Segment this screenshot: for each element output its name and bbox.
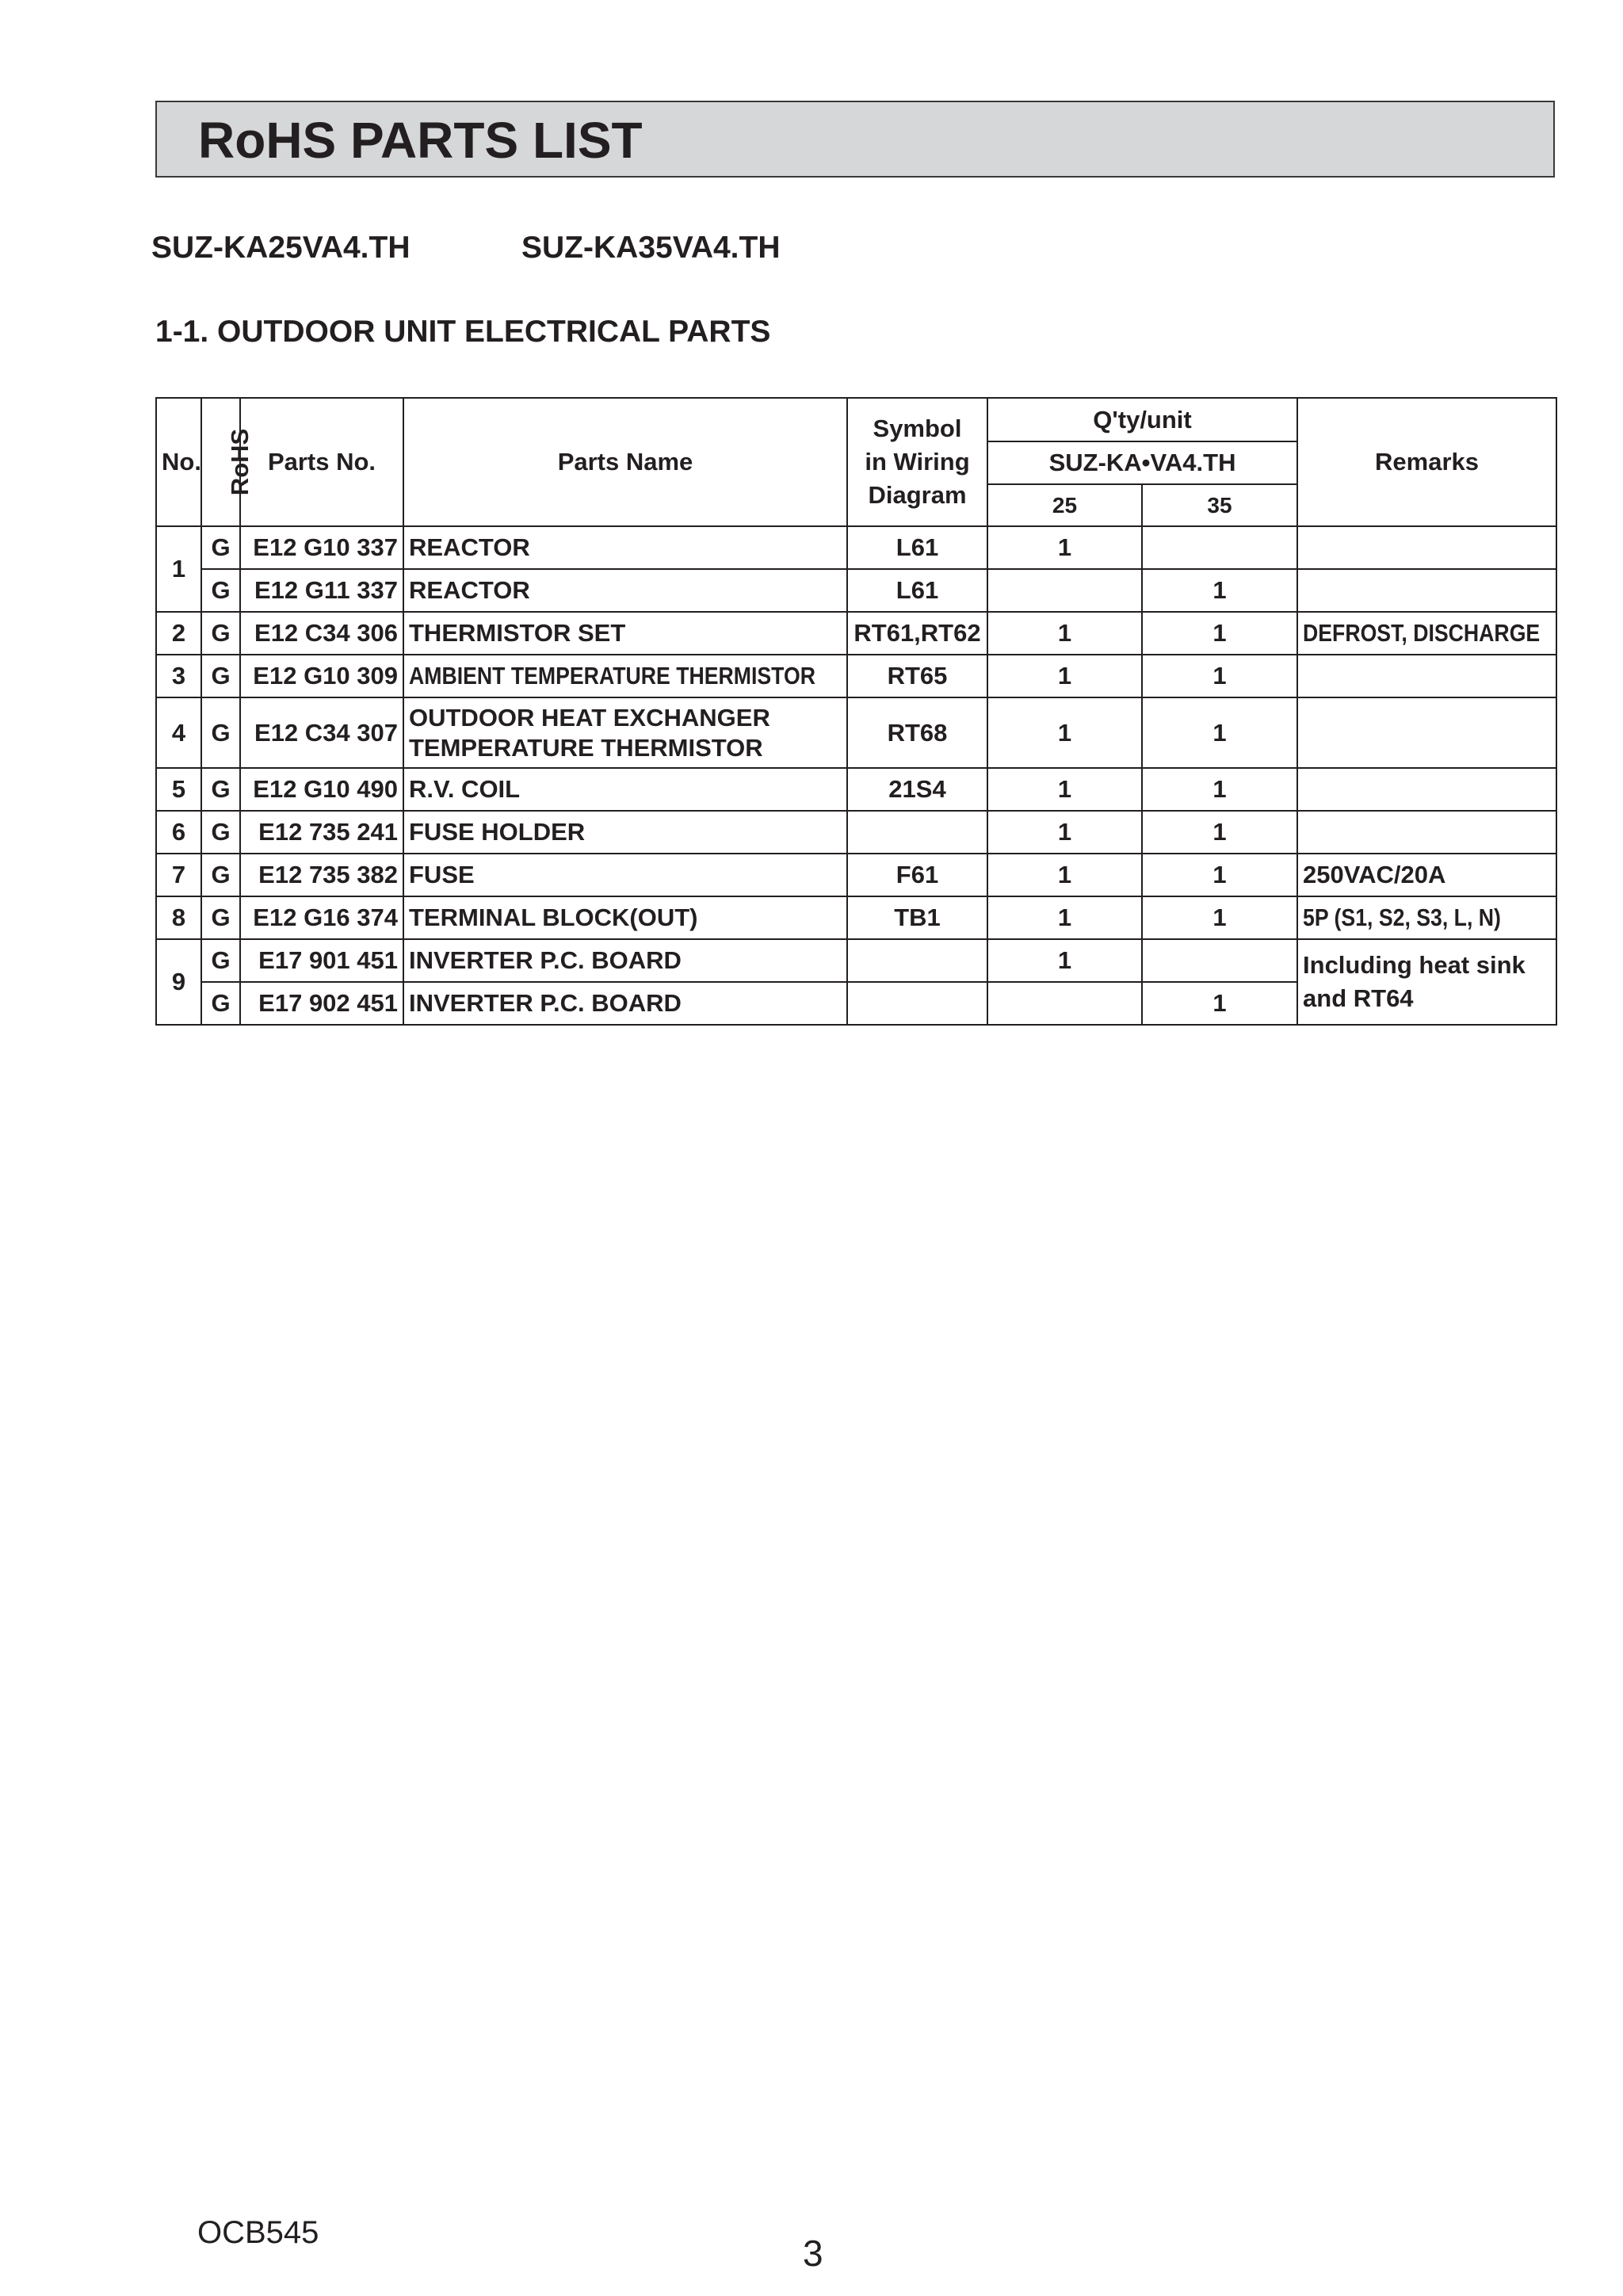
row-rohs: G — [201, 526, 240, 569]
row-remarks: Including heat sink and RT64 — [1297, 939, 1556, 1025]
row-parts-no: E12 G10 337 — [240, 526, 403, 569]
page-title-banner — [155, 101, 1555, 178]
row-no: 6 — [156, 811, 201, 854]
row-symbol: RT61,RT62 — [847, 612, 987, 655]
row-rohs: G — [201, 811, 240, 854]
row-parts-no: E12 C34 306 — [240, 612, 403, 655]
row-parts-name: R.V. COIL — [403, 768, 847, 811]
row-qty-25: 1 — [987, 526, 1142, 569]
row-parts-name: FUSE HOLDER — [403, 811, 847, 854]
row-no: 9 — [156, 939, 201, 1025]
row-parts-name: REACTOR — [403, 526, 847, 569]
model-name-25: SUZ-KA25VA4.TH — [151, 231, 411, 265]
row-qty-25 — [987, 982, 1142, 1025]
row-rohs: G — [201, 612, 240, 655]
row-remarks — [1297, 768, 1556, 811]
row-parts-no: E12 G16 374 — [240, 896, 403, 939]
row-symbol: RT68 — [847, 697, 987, 768]
row-parts-no: E17 902 451 — [240, 982, 403, 1025]
header-parts-name: Parts Name — [403, 398, 847, 526]
table-row — [156, 854, 1556, 896]
row-remarks: 250VAC/20A — [1297, 854, 1556, 896]
row-qty-35: 1 — [1142, 697, 1297, 768]
row-qty-25: 1 — [987, 655, 1142, 697]
document-code: OCB545 — [197, 2215, 319, 2250]
row-symbol — [847, 939, 987, 982]
row-qty-35: 1 — [1142, 612, 1297, 655]
row-parts-no: E12 C34 307 — [240, 697, 403, 768]
row-no: 5 — [156, 768, 201, 811]
section-title: 1-1. OUTDOOR UNIT ELECTRICAL PARTS — [155, 315, 771, 349]
row-rohs: G — [201, 982, 240, 1025]
row-symbol: RT65 — [847, 655, 987, 697]
row-symbol — [847, 982, 987, 1025]
row-no: 7 — [156, 854, 201, 896]
row-parts-no: E12 G11 337 — [240, 569, 403, 612]
row-qty-35: 1 — [1142, 896, 1297, 939]
row-qty-25: 1 — [987, 854, 1142, 896]
table-row — [156, 896, 1556, 939]
header-symbol: Symbol in Wiring Diagram — [847, 398, 987, 526]
row-rohs: G — [201, 768, 240, 811]
row-qty-25: 1 — [987, 612, 1142, 655]
row-parts-no: E12 G10 490 — [240, 768, 403, 811]
row-no: 2 — [156, 612, 201, 655]
table-row — [156, 526, 1556, 569]
row-remarks: 5P (S1, S2, S3, L, N) — [1297, 896, 1556, 939]
table-row — [156, 655, 1556, 697]
row-qty-35: 1 — [1142, 982, 1297, 1025]
row-rohs: G — [201, 655, 240, 697]
row-remarks — [1297, 655, 1556, 697]
row-qty-35 — [1142, 526, 1297, 569]
row-parts-no: E17 901 451 — [240, 939, 403, 982]
row-no: 1 — [156, 526, 201, 612]
table-row — [156, 612, 1556, 655]
row-symbol — [847, 811, 987, 854]
page-title: RoHS PARTS LIST — [198, 112, 643, 169]
row-symbol: 21S4 — [847, 768, 987, 811]
row-symbol: L61 — [847, 569, 987, 612]
parts-table — [155, 397, 1557, 1026]
row-parts-name: REACTOR — [403, 569, 847, 612]
row-qty-35 — [1142, 939, 1297, 982]
row-remarks — [1297, 697, 1556, 768]
header-no: No. — [156, 398, 201, 526]
header-qty-35: 35 — [1142, 484, 1297, 526]
row-parts-no: E12 G10 309 — [240, 655, 403, 697]
row-qty-35: 1 — [1142, 854, 1297, 896]
table-row — [156, 697, 1556, 768]
header-qty-model: SUZ-KA•VA4.TH — [987, 441, 1297, 484]
row-no: 4 — [156, 697, 201, 768]
row-rohs: G — [201, 569, 240, 612]
header-row — [156, 398, 1556, 441]
row-parts-name: OUTDOOR HEAT EXCHANGER TEMPERATURE THERMISTOR — [403, 697, 847, 768]
header-qty: Q'ty/unit — [987, 398, 1297, 441]
table-row — [156, 939, 1556, 982]
row-remarks — [1297, 811, 1556, 854]
row-parts-no: E12 735 241 — [240, 811, 403, 854]
row-parts-no: E12 735 382 — [240, 854, 403, 896]
row-parts-name: THERMISTOR SET — [403, 612, 847, 655]
header-rohs: RoHS — [201, 398, 240, 526]
table-row — [156, 811, 1556, 854]
table-row — [156, 768, 1556, 811]
row-parts-name: INVERTER P.C. BOARD — [403, 939, 847, 982]
row-symbol: F61 — [847, 854, 987, 896]
row-qty-25 — [987, 569, 1142, 612]
row-rohs: G — [201, 939, 240, 982]
header-remarks: Remarks — [1297, 398, 1556, 526]
table-row — [156, 569, 1556, 612]
row-symbol: L61 — [847, 526, 987, 569]
row-rohs: G — [201, 854, 240, 896]
row-no: 3 — [156, 655, 201, 697]
row-qty-35: 1 — [1142, 569, 1297, 612]
model-name-35: SUZ-KA35VA4.TH — [521, 231, 781, 265]
row-no: 8 — [156, 896, 201, 939]
header-parts-no: Parts No. — [240, 398, 403, 526]
row-symbol: TB1 — [847, 896, 987, 939]
row-qty-35: 1 — [1142, 811, 1297, 854]
row-remarks — [1297, 569, 1556, 612]
row-parts-name: INVERTER P.C. BOARD — [403, 982, 847, 1025]
row-qty-25: 1 — [987, 896, 1142, 939]
header-qty-25: 25 — [987, 484, 1142, 526]
row-remarks — [1297, 526, 1556, 569]
row-rohs: G — [201, 697, 240, 768]
row-qty-25: 1 — [987, 768, 1142, 811]
row-parts-name: TERMINAL BLOCK(OUT) — [403, 896, 847, 939]
row-parts-name: FUSE — [403, 854, 847, 896]
row-qty-25: 1 — [987, 811, 1142, 854]
row-remarks: DEFROST, DISCHARGE — [1297, 612, 1556, 655]
row-parts-name: AMBIENT TEMPERATURE THERMISTOR — [403, 655, 847, 697]
row-qty-35: 1 — [1142, 768, 1297, 811]
row-qty-35: 1 — [1142, 655, 1297, 697]
row-qty-25: 1 — [987, 939, 1142, 982]
row-rohs: G — [201, 896, 240, 939]
row-qty-25: 1 — [987, 697, 1142, 768]
page-number: 3 — [803, 2233, 823, 2274]
